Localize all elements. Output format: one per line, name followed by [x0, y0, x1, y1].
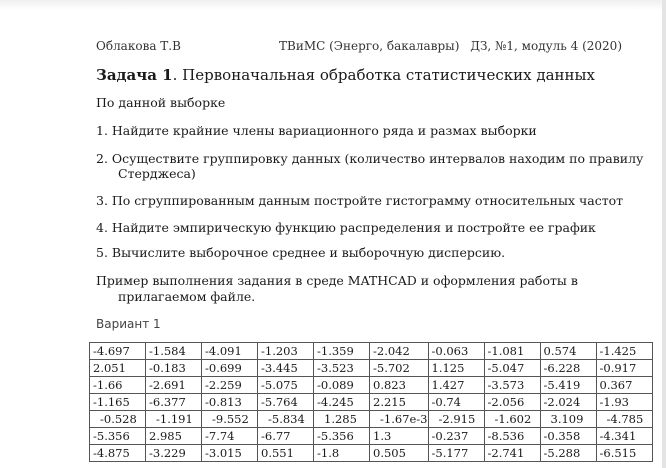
table-row	[90, 445, 653, 462]
table-cell: -6.377	[146, 394, 202, 411]
table-cell: -2.259	[202, 377, 258, 394]
example-text-continuation: прилагаемом файле.	[118, 289, 256, 304]
table-cell: -0.358	[540, 428, 596, 445]
table-row	[90, 428, 653, 445]
table-cell: -1.66	[90, 377, 146, 394]
table-cell: -2.691	[146, 377, 202, 394]
table-cell: -0.063	[428, 343, 484, 360]
table-cell: -3.573	[484, 377, 540, 394]
table-cell: -1.584	[146, 343, 202, 360]
item-4: 4. Найдите эмпирическую функцию распределения и постройте ее график	[96, 220, 596, 235]
example-text: Пример выполнения задания в среде MATHCAD и оформления работы в	[96, 273, 578, 288]
table-cell: -5.047	[484, 360, 540, 377]
table-cell: -4.245	[314, 394, 370, 411]
table-cell: -1.359	[314, 343, 370, 360]
header-author: Облакова Т.В	[96, 39, 181, 53]
table-cell: 1.427	[428, 377, 484, 394]
table-row	[90, 411, 653, 428]
table-cell: -1.191	[146, 411, 202, 428]
table-cell: 0.574	[540, 343, 596, 360]
table-cell: -0.74	[428, 394, 484, 411]
table-cell: 0.551	[258, 445, 314, 462]
table-cell: -1.93	[596, 394, 652, 411]
table-cell: 3.109	[540, 411, 596, 428]
table-cell: -2.915	[428, 411, 484, 428]
table-cell: 1.125	[428, 360, 484, 377]
table-row	[90, 377, 653, 394]
page-top-edge	[0, 0, 666, 10]
table-cell: -5.356	[90, 428, 146, 445]
table-row	[90, 343, 653, 360]
table-cell: -0.183	[146, 360, 202, 377]
table-cell: -2.056	[484, 394, 540, 411]
table-cell: -9.552	[202, 411, 258, 428]
task-title	[96, 66, 595, 84]
table-cell: -1.081	[484, 343, 540, 360]
document-header	[96, 39, 622, 57]
item-5: 5. Вычислите выборочное среднее и выборочную дисперсию.	[96, 245, 506, 260]
table-cell: -1.165	[90, 394, 146, 411]
item-3: 3. По сгруппированным данным постройте гистограмму относительных частот	[96, 193, 624, 208]
header-assignment: ДЗ, №1, модуль 4 (2020)	[470, 39, 622, 53]
window-edge	[662, 0, 666, 468]
table-cell: -1.425	[596, 343, 652, 360]
table-cell: 1.285	[314, 411, 370, 428]
task-title-text: . Первоначальная обработка статистических данных	[172, 66, 595, 84]
table-cell: -5.764	[258, 394, 314, 411]
table-cell: -1.67e-3	[370, 411, 429, 428]
table-cell: 2.051	[90, 360, 146, 377]
table-cell: -5.834	[258, 411, 314, 428]
table-cell: -4.341	[596, 428, 652, 445]
table-cell: -0.917	[596, 360, 652, 377]
item-2: 2. Осуществите группировку данных (количество интервалов находим по правилу	[96, 151, 644, 166]
table-cell: -4.875	[90, 445, 146, 462]
table-row	[90, 394, 653, 411]
table-cell: -0.528	[90, 411, 146, 428]
variant-label: Вариант 1	[96, 317, 161, 331]
table-cell: -4.785	[596, 411, 652, 428]
table-cell: -0.813	[202, 394, 258, 411]
table-cell: -4.091	[202, 343, 258, 360]
header-course: ТВиМС (Энерго, бакалавры)	[279, 39, 460, 53]
table-cell: -8.536	[484, 428, 540, 445]
table-cell: -3.445	[258, 360, 314, 377]
task-label: Задача 1	[96, 66, 173, 84]
table-cell: 2.985	[146, 428, 202, 445]
table-cell: -2.042	[370, 343, 429, 360]
table-cell: -6.77	[258, 428, 314, 445]
table-cell: -5.075	[258, 377, 314, 394]
table-cell: -0.237	[428, 428, 484, 445]
table-cell: -4.697	[90, 343, 146, 360]
table-cell: -1.602	[484, 411, 540, 428]
table-cell: -5.356	[314, 428, 370, 445]
table-cell: -1.8	[314, 445, 370, 462]
table-cell: -5.702	[370, 360, 429, 377]
table-cell: -2.741	[484, 445, 540, 462]
table-cell: -0.089	[314, 377, 370, 394]
table-cell: -5.177	[428, 445, 484, 462]
table-cell: -6.515	[596, 445, 652, 462]
table-cell: -5.288	[540, 445, 596, 462]
table-cell: 0.505	[370, 445, 429, 462]
table-cell: -5.419	[540, 377, 596, 394]
table-cell: 0.367	[596, 377, 652, 394]
table-cell: -3.523	[314, 360, 370, 377]
table-cell: 2.215	[370, 394, 429, 411]
table-cell: 0.823	[370, 377, 429, 394]
sample-table	[89, 342, 653, 462]
table-cell: -2.024	[540, 394, 596, 411]
table-row	[90, 360, 653, 377]
table-cell: -7.74	[202, 428, 258, 445]
table-cell: -1.203	[258, 343, 314, 360]
item-2-continuation: Стерджеса)	[118, 166, 196, 181]
item-1: 1. Найдите крайние члены вариационного ряда и размах выборки	[96, 123, 537, 138]
table-cell: -0.699	[202, 360, 258, 377]
table-cell: -3.015	[202, 445, 258, 462]
intro-text: По данной выборке	[96, 95, 226, 110]
table-cell: -3.229	[146, 445, 202, 462]
table-cell: -6.228	[540, 360, 596, 377]
table-cell: 1.3	[370, 428, 429, 445]
